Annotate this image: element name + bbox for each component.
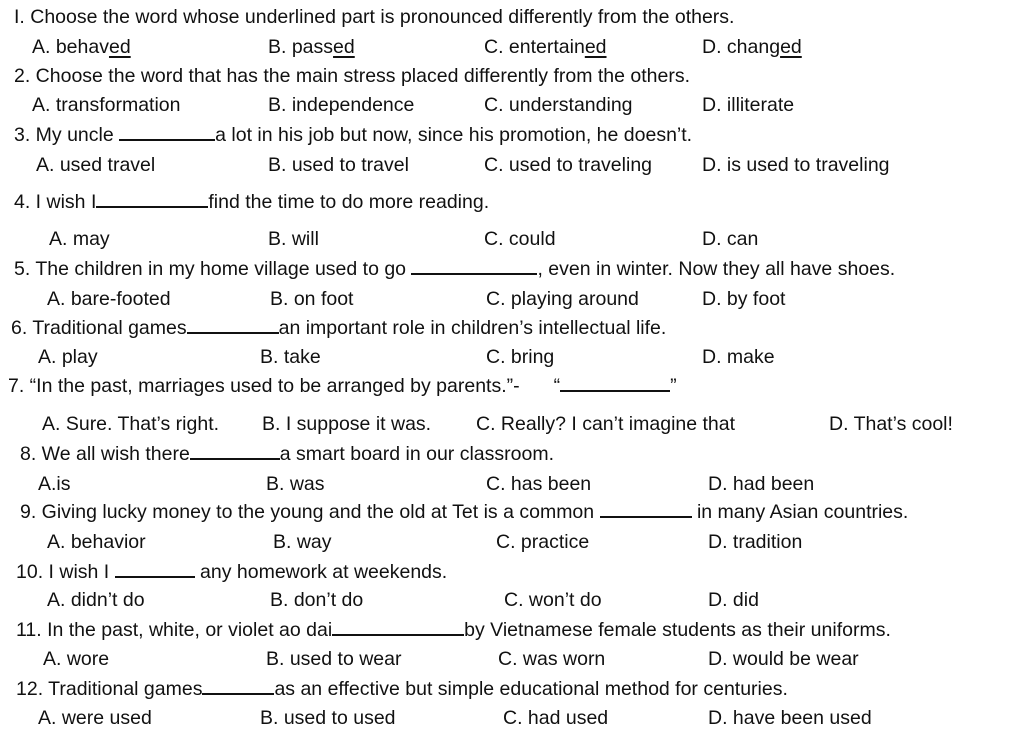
question-2-stem: 2. Choose the word that has the main stress placed differently from the others. xyxy=(14,65,690,87)
question-8-option-b: B. was xyxy=(266,473,325,495)
question-1-option-c: C. entertained xyxy=(484,36,607,58)
question-3-option-c: C. used to traveling xyxy=(484,154,653,176)
answer-blank xyxy=(560,376,670,392)
question-9-option-b: B. way xyxy=(273,531,332,553)
answer-blank xyxy=(119,125,215,141)
question-1-option-d: D. changed xyxy=(702,36,802,58)
question-4-option-b: B. will xyxy=(268,228,319,250)
answer-blank xyxy=(96,192,208,208)
question-8-option-d: D. had been xyxy=(708,473,815,495)
answer-blank xyxy=(187,318,279,334)
question-5-option-c: C. playing around xyxy=(486,288,639,310)
question-3-option-a: A. used travel xyxy=(36,154,156,176)
question-6-stem: 6. Traditional games an important role in children’s intellectual life. xyxy=(11,317,667,339)
question-9-option-c: C. practice xyxy=(496,531,590,553)
question-11-stem: 11. In the past, white, or violet ao dai by Vietnamese female students as their uniforms. xyxy=(16,619,891,641)
question-7-option-a: A. Sure. That’s right. xyxy=(42,413,220,435)
question-5-option-a: A. bare-footed xyxy=(47,288,171,310)
answer-blank xyxy=(600,502,692,518)
question-5-option-d: D. by foot xyxy=(702,288,786,310)
question-7-option-b: B. I suppose it was. xyxy=(262,413,432,435)
question-6-option-b: B. take xyxy=(260,346,321,368)
question-10-option-b: B. don’t do xyxy=(270,589,364,611)
answer-blank xyxy=(332,620,464,636)
question-9-option-a: A. behavior xyxy=(47,531,146,553)
answer-blank xyxy=(115,562,195,578)
question-10-stem: 10. I wish I any homework at weekends. xyxy=(16,561,448,583)
question-4-stem: 4. I wish I find the time to do more reading. xyxy=(14,191,490,213)
question-6-option-a: A. play xyxy=(38,346,98,368)
question-12-stem: 12. Traditional games as an effective but simple educational method for centuries. xyxy=(16,678,788,700)
underlined-part: ed xyxy=(780,36,802,58)
question-4-option-d: D. can xyxy=(702,228,759,250)
question-9-stem: 9. Giving lucky money to the young and the old at Tet is a common in many Asian countries. xyxy=(20,501,909,523)
question-6-option-c: C. bring xyxy=(486,346,555,368)
answer-blank xyxy=(411,259,537,275)
question-2-option-c: C. understanding xyxy=(484,94,633,116)
underlined-part: ed xyxy=(333,36,355,58)
question-9-option-d: D. tradition xyxy=(708,531,803,553)
underlined-part: ed xyxy=(108,36,131,58)
question-4-option-c: C. could xyxy=(484,228,556,250)
question-5-option-b: B. on foot xyxy=(270,288,354,310)
question-8-stem: 8. We all wish there a smart board in our classroom. xyxy=(20,443,554,465)
question-10-option-c: C. won’t do xyxy=(504,589,602,611)
question-11-option-c: C. was worn xyxy=(498,648,606,670)
question-4-option-a: A. may xyxy=(49,228,110,250)
question-10-option-d: D. did xyxy=(708,589,759,611)
question-2-option-d: D. illiterate xyxy=(702,94,795,116)
question-3-option-b: B. used to travel xyxy=(268,154,409,176)
question-2-option-b: B. independence xyxy=(268,94,415,116)
question-8-option-a: A.is xyxy=(38,473,71,495)
question-7-option-c: C. Really? I can’t imagine that xyxy=(476,413,736,435)
question-3-stem: 3. My uncle a lot in his job but now, since his promotion, he doesn’t. xyxy=(14,124,693,146)
question-1-option-a: A. behaved xyxy=(32,36,131,58)
question-8-option-c: C. has been xyxy=(486,473,592,495)
question-12-option-c: C. had used xyxy=(503,707,609,729)
question-12-option-a: A. were used xyxy=(38,707,152,729)
question-11-option-d: D. would be wear xyxy=(708,648,859,670)
question-6-option-d: D. make xyxy=(702,346,775,368)
question-11-option-b: B. used to wear xyxy=(266,648,402,670)
question-7-stem: 7. “In the past, marriages used to be arranged by parents.”- “ ” xyxy=(8,375,677,397)
question-1-stem: I. Choose the word whose underlined part is pronounced differently from the others. xyxy=(14,6,735,28)
underlined-part: ed xyxy=(584,36,607,58)
question-11-option-a: A. wore xyxy=(43,648,110,670)
question-12-option-b: B. used to used xyxy=(260,707,396,729)
question-2-option-a: A. transformation xyxy=(32,94,181,116)
question-12-option-d: D. have been used xyxy=(708,707,872,729)
question-1-option-b: B. passed xyxy=(268,36,355,58)
question-7-option-d: D. That’s cool! xyxy=(829,413,953,435)
question-10-option-a: A. didn’t do xyxy=(47,589,145,611)
answer-blank xyxy=(190,444,280,460)
question-5-stem: 5. The children in my home village used to go , even in winter. Now they all have shoes. xyxy=(14,258,896,280)
question-3-option-d: D. is used to traveling xyxy=(702,154,890,176)
answer-blank xyxy=(202,679,274,695)
